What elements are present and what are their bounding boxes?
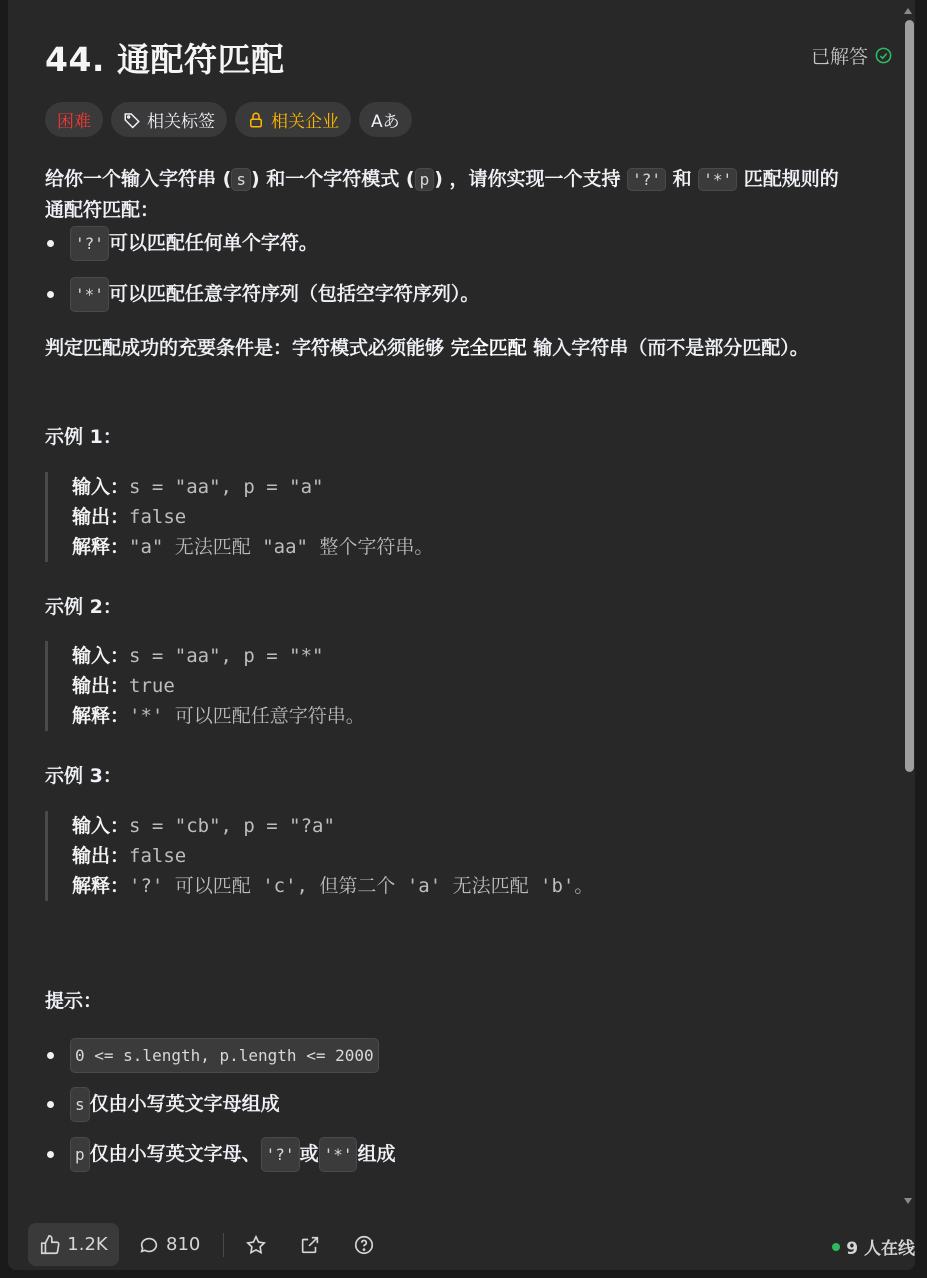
scroll-down-arrow[interactable] (904, 1198, 912, 1204)
explain-label: 解释： (72, 875, 130, 897)
inline-code: '?' (261, 1137, 300, 1172)
description-intro (45, 164, 893, 226)
example-block (45, 811, 593, 901)
input-value: s = "cb", p = "?a" (129, 815, 335, 837)
inline-code: s (231, 168, 251, 191)
explain-label: 解释： (72, 536, 130, 558)
match-condition (45, 333, 893, 364)
bullet-dot (47, 291, 54, 298)
example-heading: 示例 2： (45, 596, 122, 618)
bullet-dot (47, 1101, 54, 1108)
example-heading: 示例 3： (45, 765, 122, 787)
intro-text-e: 匹配规则的 (737, 168, 839, 190)
inline-code: '?' (70, 226, 109, 261)
footer-divider (223, 1233, 224, 1257)
bullet-dot (47, 1052, 54, 1059)
inline-code: '*' (698, 168, 737, 191)
translate-icon: Aあ (371, 112, 400, 132)
hints-heading: 提示： (45, 990, 103, 1012)
output-value: false (129, 845, 187, 867)
input-value: s = "aa", p = "*" (129, 645, 324, 667)
intro-text-c: ) ，请你实现一个支持 (434, 168, 628, 190)
intro-text-b: ) 和一个字符模式 ( (250, 168, 415, 190)
tag-row (45, 102, 412, 137)
hint-text: 仅由小写英文字母、 (89, 1143, 261, 1165)
bullet-dot (47, 240, 54, 247)
intro-text-line2: 通配符匹配： (45, 199, 160, 221)
example-input (72, 811, 593, 841)
hint-list-item (45, 1038, 379, 1073)
solved-status (811, 42, 893, 69)
inline-code: p (70, 1137, 90, 1172)
condition-emphasis: 完全匹配 (450, 337, 527, 359)
lock-icon (247, 111, 265, 129)
intro-text-a: 给你一个输入字符串 ( (45, 168, 232, 190)
example-block (45, 472, 433, 562)
output-value: false (129, 506, 187, 528)
star-icon (245, 1234, 267, 1256)
question-circle-icon (353, 1234, 375, 1256)
inline-code: s (70, 1087, 90, 1122)
footer-bar (8, 1220, 915, 1270)
comment-count: 810 (166, 1234, 201, 1255)
favorite-button[interactable] (245, 1223, 267, 1266)
related-tags-label: 相关标签 (147, 112, 215, 132)
rule-list-item (45, 226, 318, 261)
rule-text: 可以匹配任何单个字符。 (108, 232, 318, 254)
example-heading: 示例 1： (45, 426, 122, 448)
example-block (45, 641, 365, 731)
explain-value: "a" 无法匹配 "aa" 整个字符串。 (129, 536, 434, 558)
rule-text: 可以匹配任意字符序列（包括空字符序列）。 (108, 283, 480, 305)
condition-text-c: 输入字符串（而不是部分匹配）。 (526, 337, 809, 359)
description-scrollbar[interactable] (903, 0, 915, 1210)
inline-code: 0 <= s.length, p.length <= 2000 (70, 1038, 379, 1073)
hint-text: 或 (299, 1143, 319, 1165)
example-input (72, 472, 433, 502)
intro-text-d: 和 (666, 168, 699, 190)
comments-button[interactable] (138, 1223, 200, 1266)
output-label: 输出： (72, 845, 130, 867)
output-label: 输出： (72, 675, 130, 697)
help-button[interactable] (353, 1223, 375, 1266)
explain-value: '*' 可以匹配任意字符串。 (129, 705, 365, 727)
example-output (72, 502, 433, 532)
input-label: 输入： (72, 815, 130, 837)
tag-icon (123, 111, 141, 129)
inline-code: '*' (319, 1137, 358, 1172)
online-indicator (832, 1234, 915, 1259)
difficulty-label: 困难 (57, 112, 91, 132)
example-explanation (72, 532, 433, 562)
like-button[interactable] (28, 1223, 119, 1266)
online-dot (832, 1243, 840, 1251)
check-circle-icon (874, 46, 893, 65)
inline-code: p (415, 168, 435, 191)
online-count: 9 人在线 (846, 1239, 915, 1259)
output-label: 输出： (72, 506, 130, 528)
inline-code: '?' (627, 168, 666, 191)
bullet-dot (47, 1151, 54, 1158)
rule-list-item (45, 277, 479, 312)
share-icon (299, 1234, 321, 1256)
example-output (72, 841, 593, 871)
hint-text: 仅由小写英文字母组成 (89, 1093, 280, 1115)
example-explanation (72, 701, 365, 731)
scroll-up-arrow[interactable] (904, 8, 912, 14)
example-input (72, 641, 365, 671)
solved-label: 已解答 (810, 46, 868, 68)
thumbs-up-icon (39, 1234, 61, 1256)
translate-button[interactable] (359, 102, 412, 137)
scroll-thumb[interactable] (905, 20, 914, 772)
explain-label: 解释： (72, 705, 130, 727)
share-button[interactable] (299, 1223, 321, 1266)
input-label: 输入： (72, 645, 130, 667)
input-value: s = "aa", p = "a" (129, 476, 324, 498)
hint-list-item (45, 1137, 396, 1172)
problem-panel (8, 0, 915, 1270)
title-row (45, 34, 893, 78)
like-count: 1.2K (67, 1234, 108, 1255)
related-companies-button[interactable] (235, 102, 351, 137)
inline-code: '*' (70, 277, 109, 312)
comment-icon (138, 1234, 160, 1256)
difficulty-badge (45, 102, 103, 137)
example-output (72, 671, 365, 701)
input-label: 输入： (72, 476, 130, 498)
hint-list-item (45, 1087, 280, 1122)
output-value: true (129, 675, 175, 697)
example-explanation (72, 871, 593, 901)
related-tags-button[interactable] (111, 102, 227, 137)
condition-text-a: 判定匹配成功的充要条件是：字符模式必须能够 (45, 337, 451, 359)
hint-text: 组成 (357, 1143, 396, 1165)
related-companies-label: 相关企业 (271, 112, 339, 132)
explain-value: '?' 可以匹配 'c', 但第二个 'a' 无法匹配 'b'。 (129, 875, 594, 897)
problem-title[interactable]: 44. 通配符匹配 (45, 40, 285, 79)
